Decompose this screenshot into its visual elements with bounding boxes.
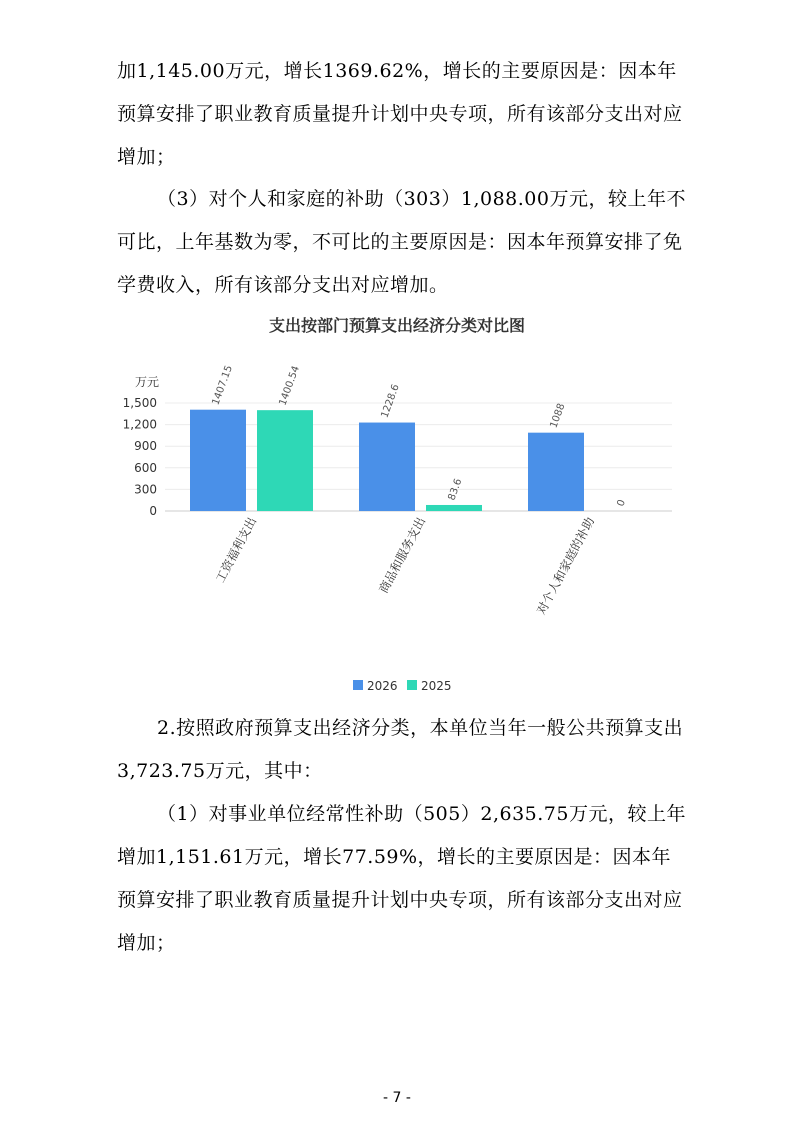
bar-2026 xyxy=(359,423,415,511)
y-tick-label: 1,500 xyxy=(122,396,157,410)
data-label: 0 xyxy=(615,498,628,509)
y-tick-label: 1,200 xyxy=(122,417,157,432)
y-tick-label: 900 xyxy=(134,439,157,454)
paragraph-3: 2.按照政府预算支出经济分类，本单位当年一般公共预算支出3,723.75万元，其中： xyxy=(117,717,684,782)
y-tick-label: 600 xyxy=(134,460,157,475)
legend-label-2026: 2026 xyxy=(367,679,398,693)
data-label: 1088 xyxy=(548,402,568,430)
chart-title: 支出按部门预算支出经济分类对比图 xyxy=(268,316,525,335)
y-tick-label: 0 xyxy=(149,504,157,518)
bar-2025 xyxy=(257,410,313,511)
y-axis-unit: 万元 xyxy=(134,375,160,389)
bar-2025 xyxy=(426,505,482,511)
data-label: 1407.15 xyxy=(210,364,235,407)
paragraph-4: （1）对事业单位经常性补助（505）2,635.75万元，较上年增加1,151.61万元，增长77.59%，增长的主要原因是：因本年预算安排了职业教育质量提升计划中央专项，所有该部分支出对应增加； xyxy=(117,803,686,954)
x-tick-label: 商品和服务支出 xyxy=(376,514,429,596)
x-tick-label: 工资福利支出 xyxy=(212,514,260,585)
page-number: - 7 - xyxy=(383,1090,411,1106)
paragraph-2: （3）对个人和家庭的补助（303）1,088.00万元，较上年不可比，上年基数为零，不可比的主要原因是：因本年预算安排了免学费收入，所有该部分支出对应增加。 xyxy=(117,188,686,296)
paragraph-1: 加1,145.00万元，增长1369.62%，增长的主要原因是：因本年预算安排了职业教育质量提升计划中央专项，所有该部分支出对应增加； xyxy=(117,60,683,168)
data-label: 83.6 xyxy=(446,477,465,503)
bar-2026 xyxy=(190,410,246,511)
legend-label-2025: 2025 xyxy=(421,679,452,693)
legend-swatch-2025 xyxy=(407,680,417,690)
y-tick-label: 300 xyxy=(134,482,157,497)
data-label: 1400.54 xyxy=(277,364,302,408)
bar-2026 xyxy=(528,433,584,511)
data-label: 1228.6 xyxy=(379,382,402,420)
x-tick-label: 对个人和家庭的补助 xyxy=(534,514,598,617)
legend-swatch-2026 xyxy=(353,680,363,690)
